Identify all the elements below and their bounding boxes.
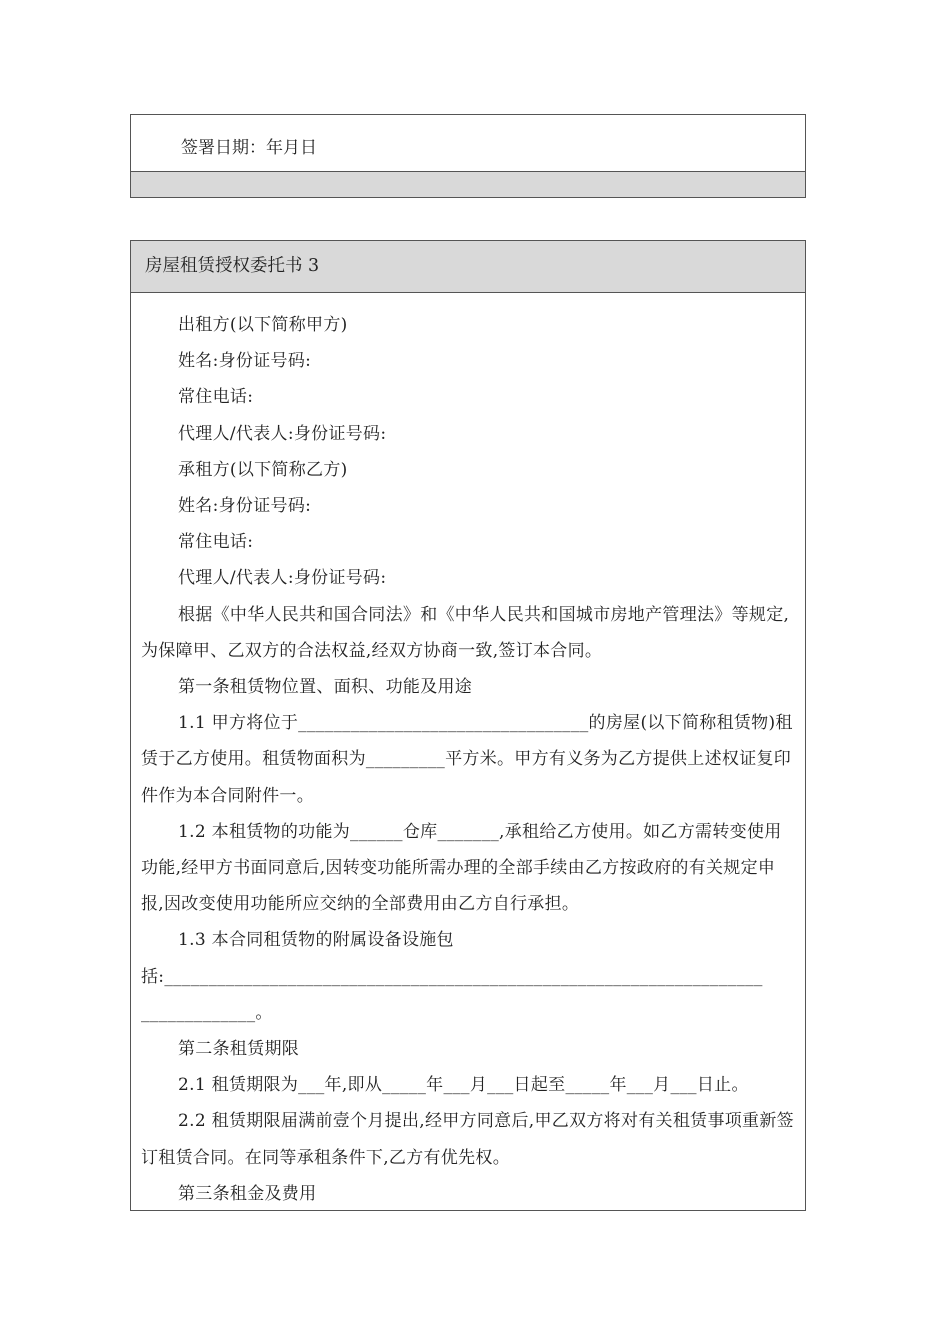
paragraph: 常住电话: — [178, 387, 254, 408]
signature-box — [130, 114, 806, 198]
paragraph: 1.3 本合同租赁物的附属设备设施包 — [178, 930, 454, 951]
signature-gray-bar — [131, 172, 805, 197]
paragraph: 第一条租赁物位置、面积、功能及用途 — [178, 677, 473, 698]
document-box — [130, 240, 806, 1211]
paragraph: 括:____________________________________________________________________ — [141, 966, 763, 987]
paragraph: 1.1 甲方将位于_________________________________的房屋(以下简称租赁物)租赁于乙方使用。租赁物面积为_________平方米。甲方有义务为乙方提供上述权证复印件作为本合同附件一。 — [141, 713, 793, 806]
paragraph: 常住电话: — [178, 532, 254, 553]
paragraph: 姓名:身份证号码: — [178, 351, 312, 372]
paragraph: 第三条租金及费用 — [178, 1183, 317, 1204]
sign-date: 签署日期：年月日 — [131, 115, 805, 172]
paragraph: 代理人/代表人:身份证号码: — [178, 423, 387, 444]
paragraph: 2.2 租赁期限届满前壹个月提出,经甲方同意后,甲乙双方将对有关租赁事项重新签订租赁合同。在同等承租条件下,乙方有优先权。 — [141, 1111, 794, 1168]
paragraph: 代理人/代表人:身份证号码: — [178, 568, 387, 589]
paragraph: 第二条租赁期限 — [178, 1039, 300, 1060]
document-title: 房屋租赁授权委托书 3 — [131, 241, 805, 293]
paragraph: 承租方(以下简称乙方) — [178, 459, 348, 480]
paragraph: _____________。 — [141, 1002, 273, 1023]
document-content — [131, 293, 805, 1211]
paragraph: 出租方(以下简称甲方) — [178, 315, 348, 335]
paragraph: 1.2 本租赁物的功能为______仓库_______,承租给乙方使用。如乙方需转变使用功能,经甲方书面同意后,因转变功能所需办理的全部手续由乙方按政府的有关规定申报,因改变使用功能所应交纳的全部费用由乙方自行承担。 — [141, 821, 782, 915]
paragraph: 根据《中华人民共和国合同法》和《中华人民共和国城市房地产管理法》等规定,为保障甲、乙双方的合法权益,经双方协商一致,签订本合同。 — [141, 604, 790, 661]
paragraph: 姓名:身份证号码: — [178, 496, 312, 517]
paragraph: 2.1 租赁期限为___年,即从_____年___月___日起至_____年___月___日止。 — [178, 1075, 749, 1096]
